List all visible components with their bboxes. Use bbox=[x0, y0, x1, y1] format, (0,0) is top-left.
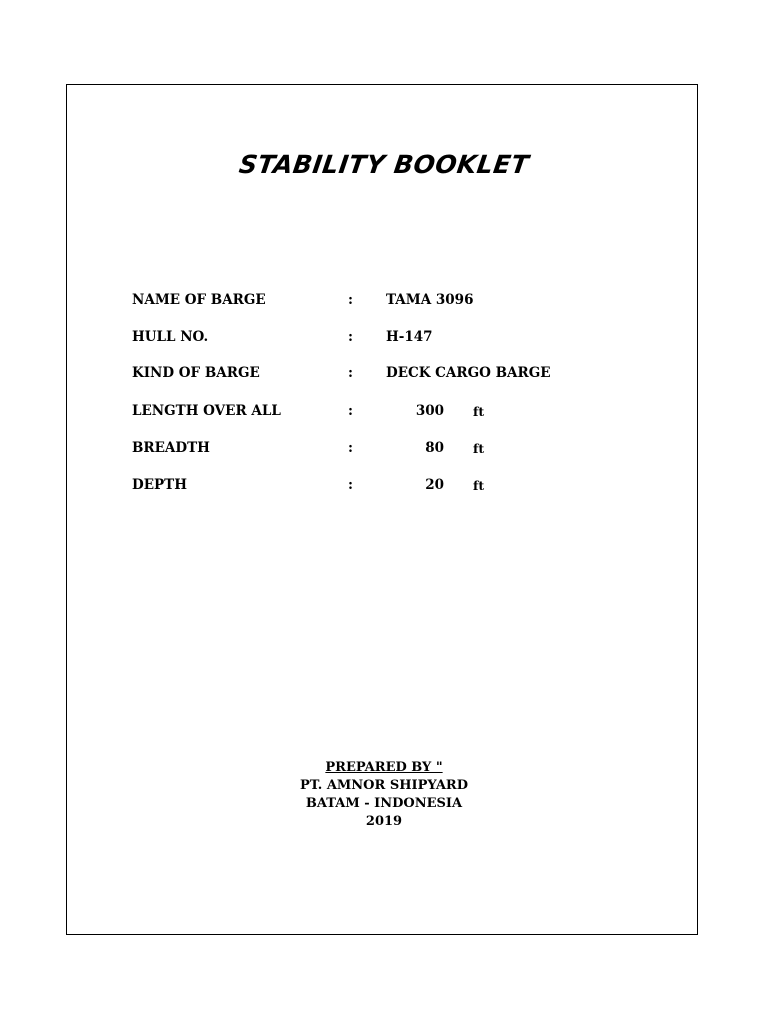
prepared-by-label: PREPARED BY " bbox=[325, 760, 443, 775]
spec-value: 80 bbox=[425, 440, 444, 456]
spec-label: NAME OF BARGE bbox=[132, 292, 266, 308]
company-location: BATAM - INDONESIA bbox=[305, 796, 463, 811]
spec-value: DECK CARGO BARGE bbox=[386, 365, 551, 381]
spec-unit: ft bbox=[473, 478, 485, 493]
spec-row-breadth bbox=[0, 440, 768, 460]
spec-separator: : bbox=[348, 292, 353, 308]
spec-separator: : bbox=[348, 477, 353, 493]
company-name: PT. AMNOR SHIPYARD bbox=[300, 778, 468, 793]
spec-row-depth bbox=[0, 477, 768, 497]
spec-separator: : bbox=[348, 440, 353, 456]
spec-row-length-over-all bbox=[0, 403, 768, 423]
spec-value: TAMA 3096 bbox=[386, 292, 474, 308]
spec-separator: : bbox=[348, 403, 353, 419]
spec-unit: ft bbox=[473, 404, 485, 419]
spec-label: LENGTH OVER ALL bbox=[132, 403, 281, 419]
spec-separator: : bbox=[348, 365, 353, 381]
spec-unit: ft bbox=[473, 441, 485, 456]
document-year: 2019 bbox=[365, 814, 403, 829]
spec-row-name-of-barge bbox=[0, 292, 768, 312]
spec-label: DEPTH bbox=[132, 477, 187, 493]
spec-separator: : bbox=[348, 329, 353, 345]
spec-row-kind-of-barge bbox=[0, 365, 768, 385]
spec-label: HULL NO. bbox=[132, 329, 209, 345]
spec-label: KIND OF BARGE bbox=[132, 365, 260, 381]
prepared-by-block bbox=[0, 759, 768, 831]
spec-value: 300 bbox=[415, 403, 444, 419]
spec-value: 20 bbox=[425, 477, 444, 493]
spec-label: BREADTH bbox=[132, 440, 210, 456]
spec-value: H-147 bbox=[386, 329, 433, 345]
spec-row-hull-no bbox=[0, 329, 768, 349]
document-title: STABILITY BOOKLET bbox=[237, 150, 531, 179]
